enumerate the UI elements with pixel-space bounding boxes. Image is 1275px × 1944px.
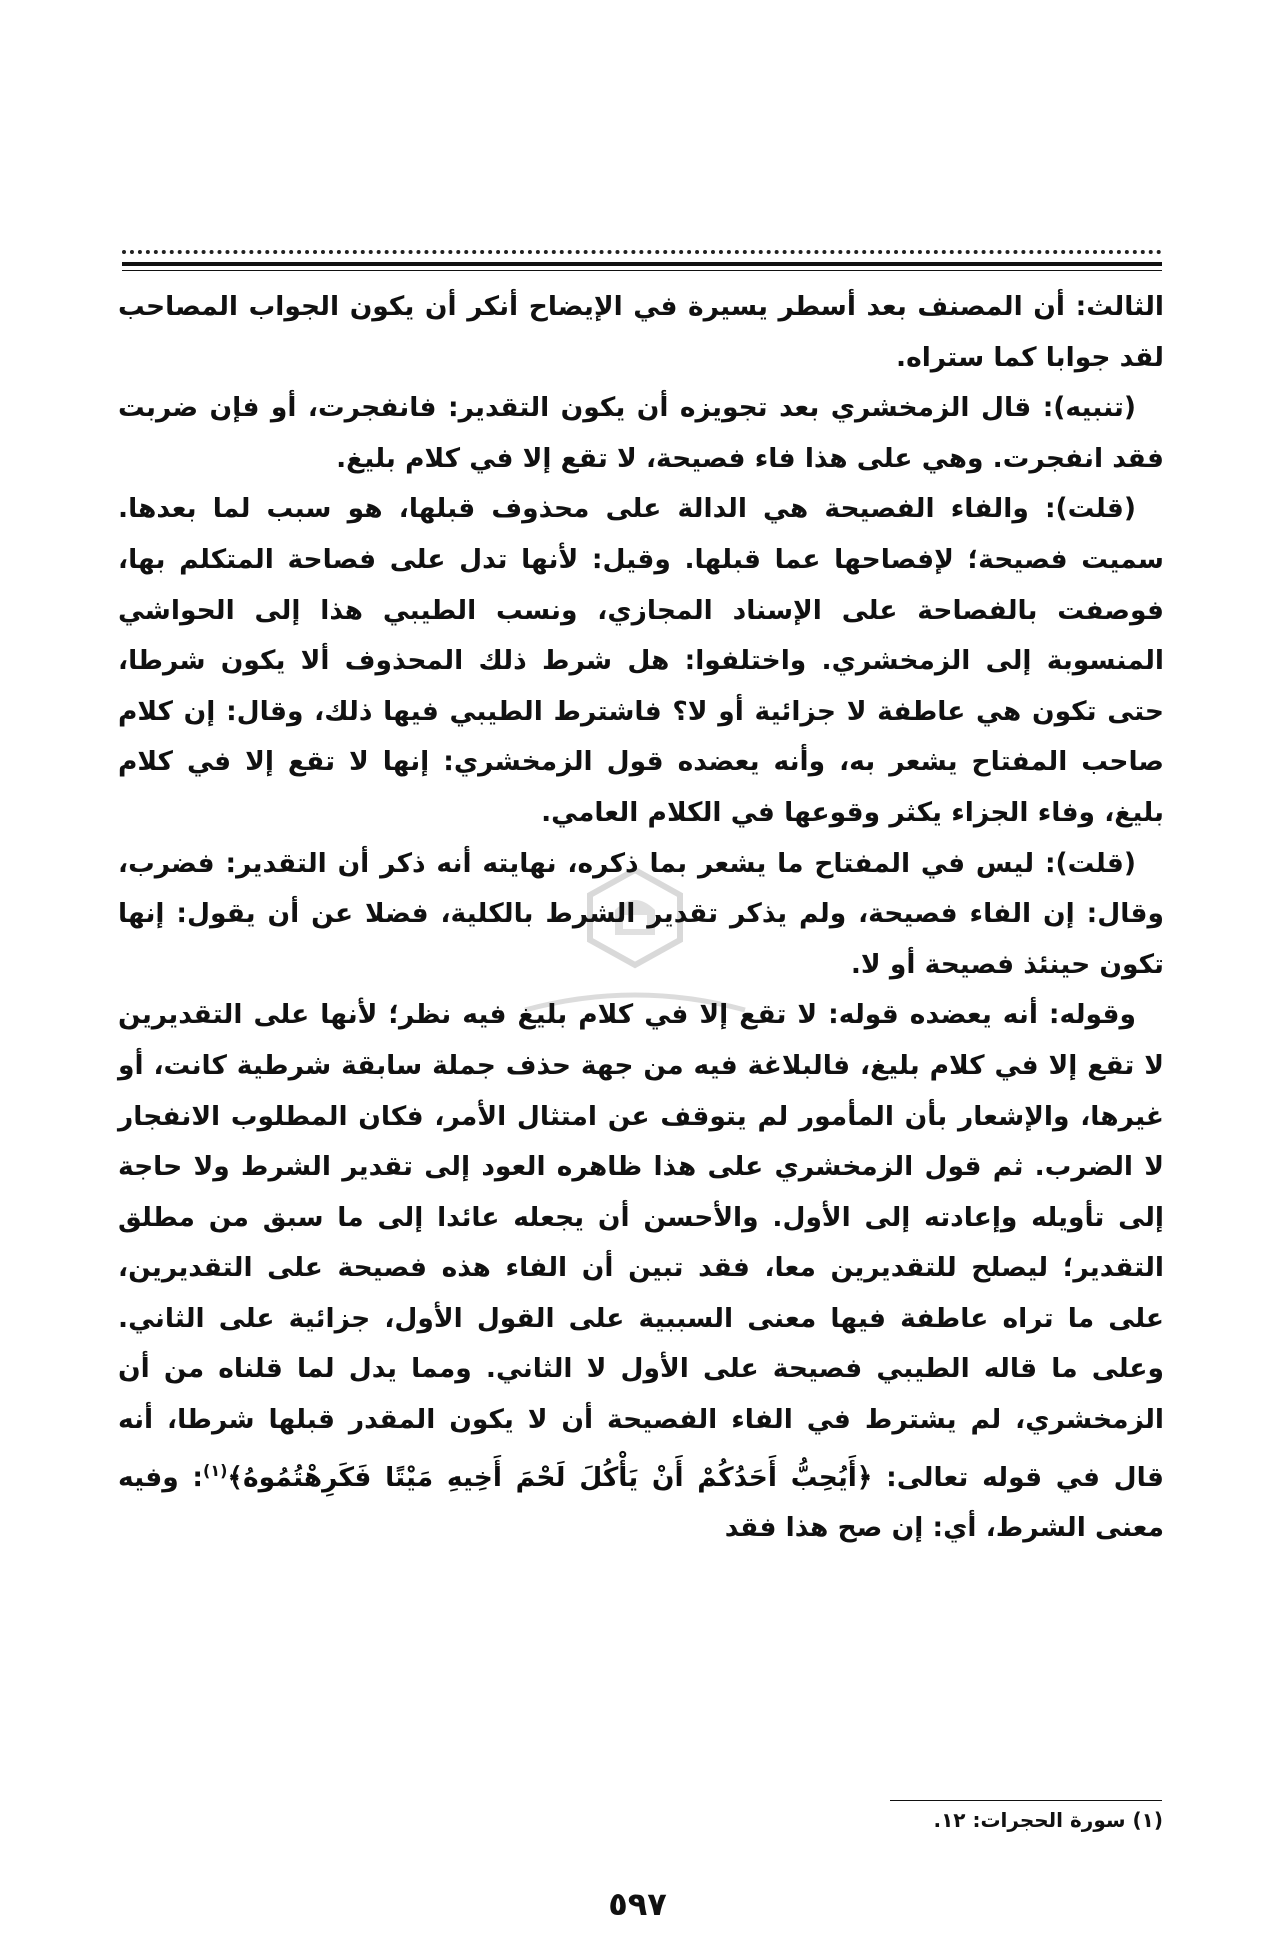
paragraph-text: والفاء الفصيحة هي الدالة على محذوف قبلها، هو سبب لما بعدها. سميت فصيحة؛ لإفصاحها عما قبلها. وقيل: لأنها تدل على فصاحة المتكلم بها، فوصفت بالفصاحة على الإسناد المجازي، ونسب الطيبي هذا إلى الحواشي المنسوبة إلى الزمخشري. واختلفوا: هل شرط ذلك المحذوف ألا يكون شرطا، حتى تكون هي عاطفة لا جزائية أو لا؟ فاشترط الطيبي فيها ذلك، وقال: إن كلام صاحب المفتاح يشعر به، وأنه يعضده قول الزمخشري: إنها لا تقع إلا في كلام بليغ، وفاء الجزاء يكثر وقوعها في الكلام العامي. bbox=[118, 493, 1164, 828]
paragraph-discussion bbox=[118, 990, 1164, 1553]
paragraph-tail: : وفيه معنى الشرط، أي: إن صح هذا فقد bbox=[118, 1461, 1164, 1544]
paragraph-lead: (تنبيه): bbox=[1042, 392, 1136, 424]
paragraph-lead: (قلت): bbox=[1044, 847, 1136, 879]
paragraph-third bbox=[118, 282, 1164, 383]
paragraph-lead: الثالث: bbox=[1075, 291, 1164, 322]
main-text bbox=[118, 282, 1164, 1554]
paragraph-comment-1 bbox=[118, 484, 1164, 838]
paragraph-note bbox=[118, 383, 1164, 484]
page-number: ٥٩٧ bbox=[608, 1885, 667, 1923]
footnote-rule bbox=[890, 1800, 1162, 1801]
header-dotted-rule bbox=[122, 250, 1162, 254]
paragraph-text: أن المصنف بعد أسطر يسيرة في الإيضاح أنكر أن يكون الجواب المصاحب لقد جوابا كما ستراه. bbox=[118, 291, 1164, 373]
paragraph-text: قال الزمخشري بعد تجويزه أن يكون التقدير: فانفجرت، أو فإن ضربت فقد انفجرت. وهي على هذا فاء فصيحة، لا تقع إلا في كلام بليغ. bbox=[118, 392, 1164, 474]
header-thin-rule bbox=[122, 270, 1162, 271]
footnote: (١) سورة الحجرات: ١٢. bbox=[933, 1808, 1163, 1832]
paragraph-text: ليس في المفتاح ما يشعر بما ذكره، نهايته أنه ذكر أن التقدير: فضرب، وقال: إن الفاء فصيحة، ولم يذكر تقدير الشرط بالكلية، فضلا عن أن يقول: إنها تكون حينئذ فصيحة أو لا. bbox=[118, 847, 1164, 980]
paragraph-lead: (قلت): bbox=[1044, 493, 1136, 525]
quran-verse: ﴿أَيُحِبُّ أَحَدُكُمْ أَنْ يَأْكُلَ لَحْمَ أَخِيهِ مَيْتًا فَكَرِهْتُمُوهُ﴾ bbox=[227, 1461, 873, 1493]
paragraph-text: وقوله: أنه يعضده قوله: لا تقع إلا في كلام بليغ فيه نظر؛ لأنها على التقديرين لا تقع إلا في كلام بليغ، فالبلاغة فيه من جهة حذف جملة سابقة شرطية كانت، أو غيرها، والإشعار بأن المأمور لم يتوقف عن امتثال الأمر، فكان المطلوب الانفجار لا الضرب. ثم قول الزمخشري على هذا ظاهره العود إلى تقدير الشرط ولا حاجة إلى تأويله وإعادته إلى الأول. والأحسن أن يجعله عائدا إلى ما سبق من مطلق التقدير؛ ليصلح للتقديرين معا، فقد تبين أن الفاء هذه فصيحة على التقديرين، على ما تراه عاطفة فيها معنى السببية على القول الأول، جزائية على الثاني. وعلى ما قاله الطيبي فصيحة على الأول لا الثاني. ومما يدل لما قلناه من أن الزمخشري، لم يشترط في الفاء الفصيحة أن لا يكون المقدر قبلها شرطا، أنه قال في قوله تعالى: bbox=[118, 999, 1164, 1493]
footnote-marker: (١) bbox=[203, 1460, 228, 1480]
paragraph-comment-2 bbox=[118, 839, 1164, 991]
header-thick-rule bbox=[122, 262, 1162, 266]
